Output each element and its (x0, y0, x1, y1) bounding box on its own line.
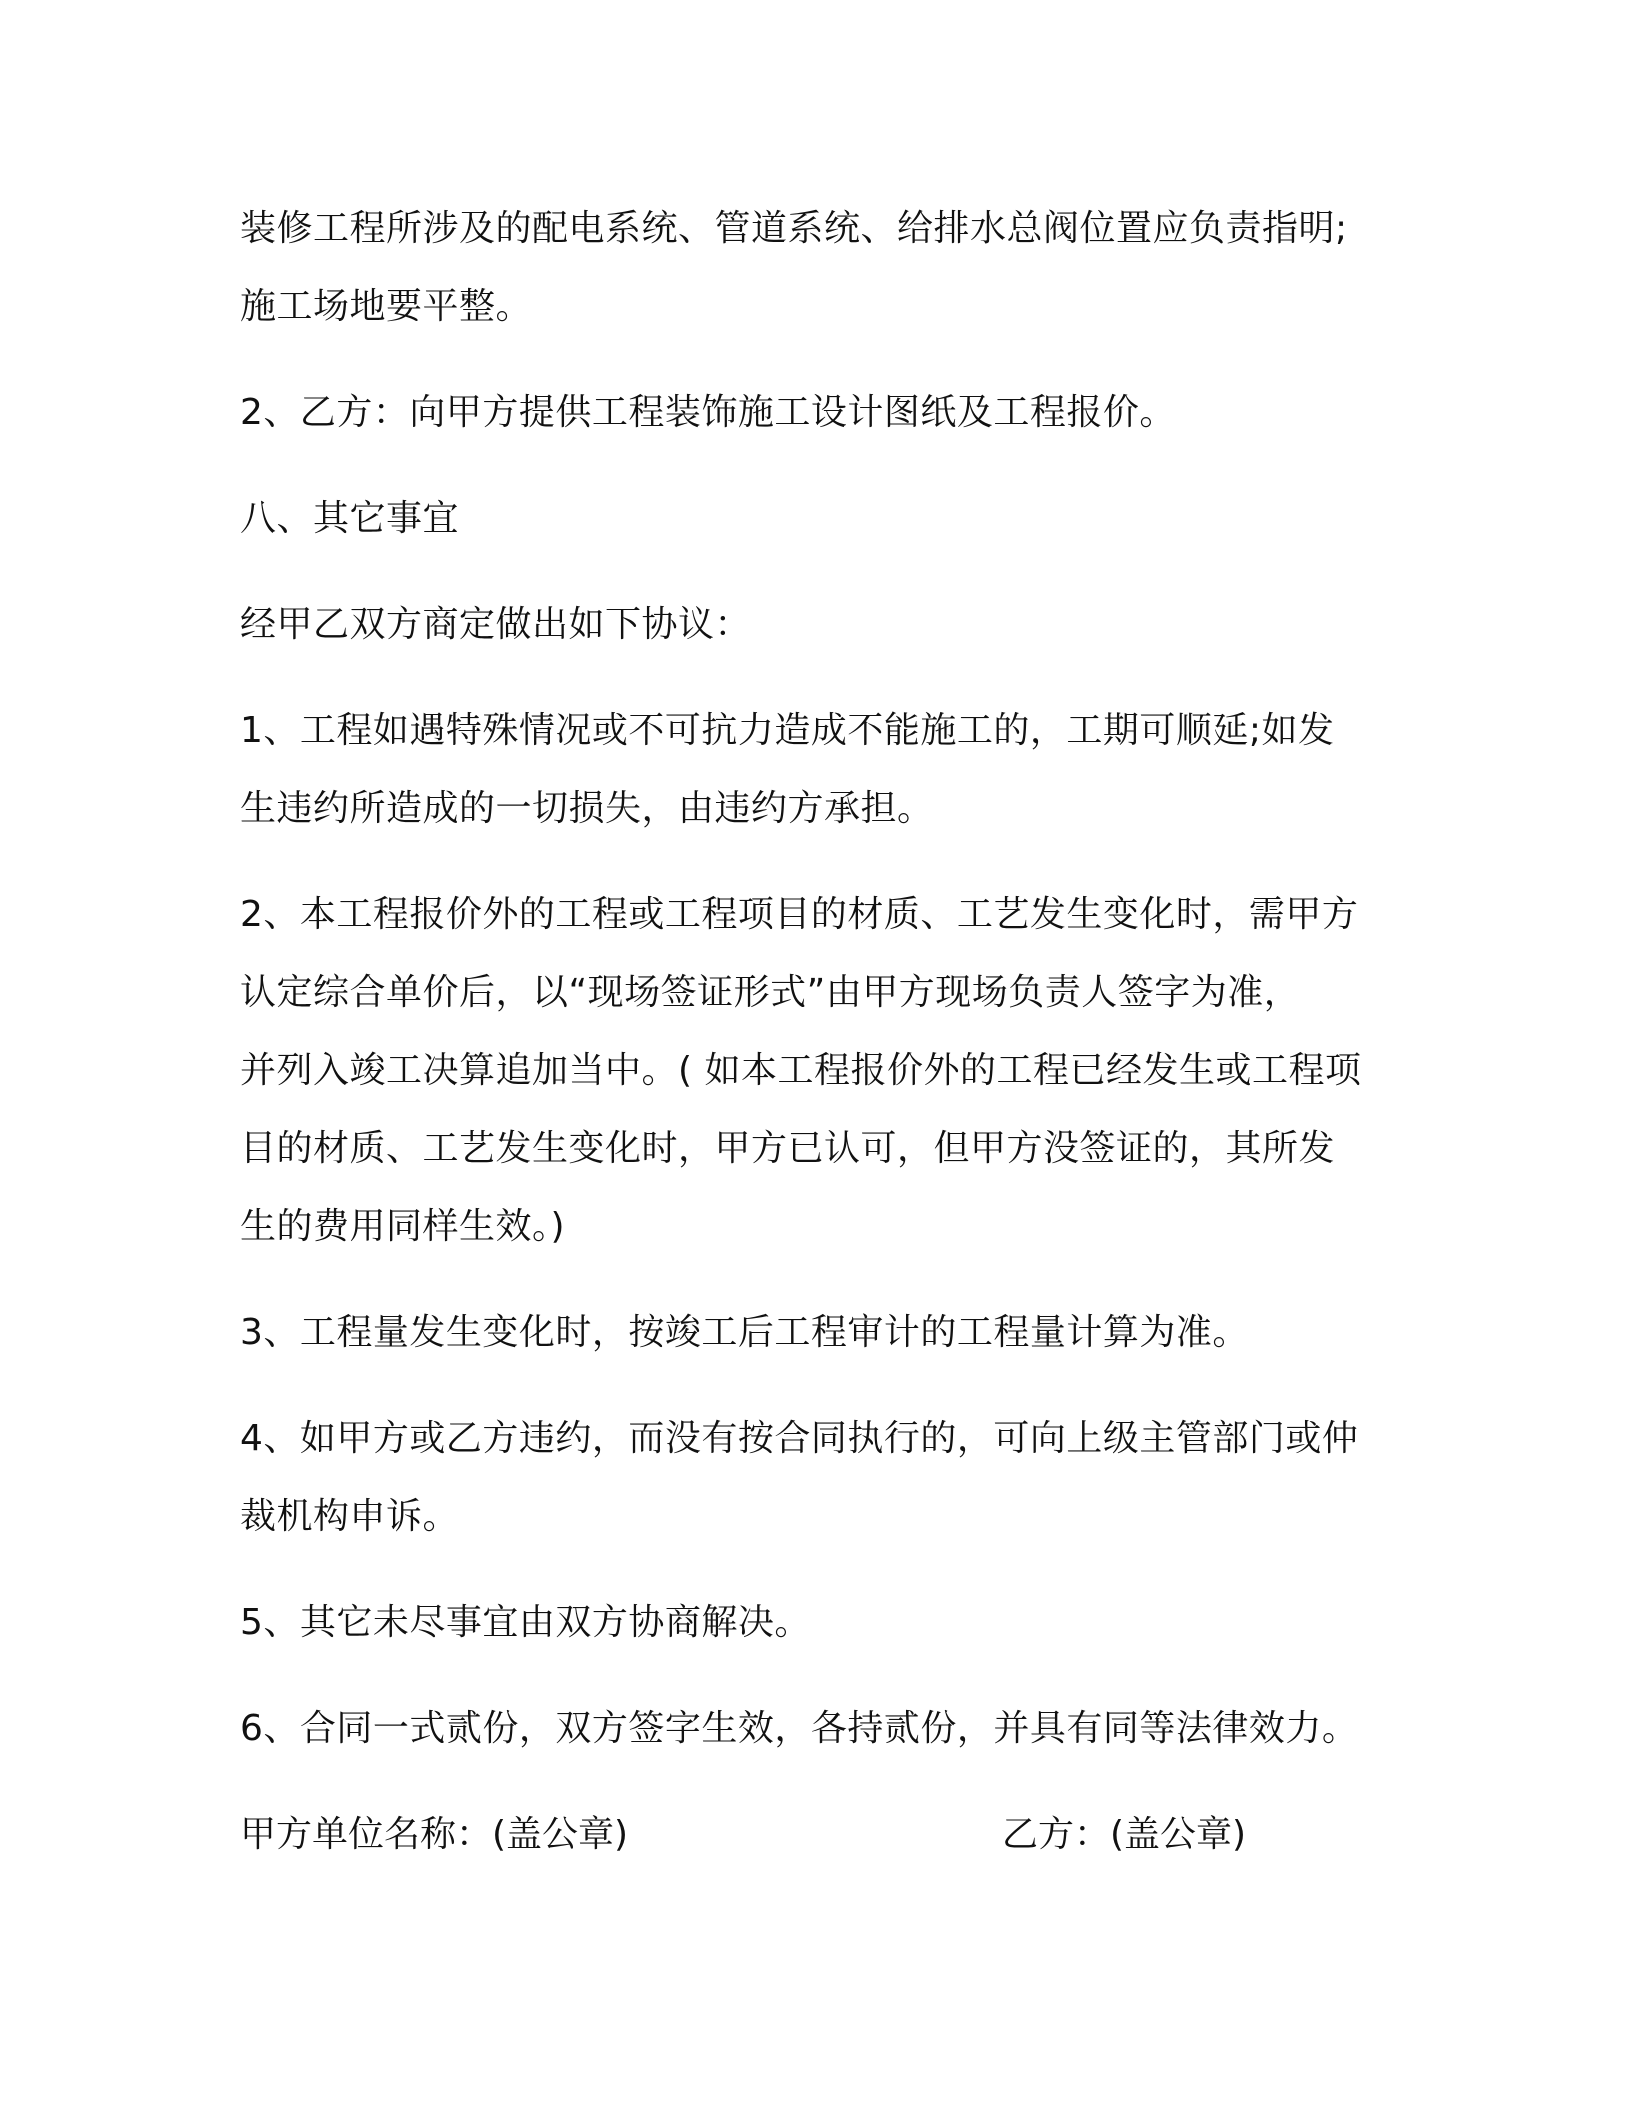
paragraph-line: 施工场地要平整。 (240, 286, 533, 327)
document-content (240, 190, 1390, 1874)
paragraph-line: 2、本工程报价外的工程或工程项目的材质、工艺发生变化时，需甲方 (240, 894, 1359, 935)
paragraph-line: 经甲乙双方商定做出如下协议： (240, 604, 752, 645)
paragraph-line: 5、其它未尽事宜由双方协商解决。 (240, 1602, 811, 1643)
paragraph-line: 并列入竣工决算追加当中。( 如本工程报价外的工程已经发生或工程项 (240, 1050, 1362, 1091)
paragraph (240, 586, 1390, 664)
paragraph (240, 1584, 1390, 1662)
paragraph (240, 374, 1390, 452)
paragraph-line: 装修工程所涉及的配电系统、管道系统、给排水总阀位置应负责指明; (240, 208, 1348, 249)
paragraph-line: 3、工程量发生变化时，按竣工后工程审计的工程量计算为准。 (240, 1312, 1249, 1353)
paragraph (240, 1400, 1390, 1556)
paragraph (240, 190, 1390, 346)
paragraph-line: 生的费用同样生效。) (240, 1206, 566, 1247)
paragraph-line: 生违约所造成的一切损失，由违约方承担。 (240, 788, 934, 829)
paragraph-line: 4、如甲方或乙方违约，而没有按合同执行的，可向上级主管部门或仲 (240, 1418, 1359, 1459)
paragraph (240, 1294, 1390, 1372)
paragraph-line: 6、合同一式贰份，双方签字生效，各持贰份，并具有同等法律效力。 (240, 1708, 1359, 1749)
paragraph-line: 目的材质、工艺发生变化时，甲方已认可，但甲方没签证的，其所发 (240, 1128, 1336, 1169)
signature-row (240, 1796, 1390, 1874)
paragraph (240, 1690, 1390, 1768)
paragraph-line: 认定综合单价后，以“现场签证形式”由甲方现场负责人签字为准， (240, 972, 1301, 1013)
section-heading-text: 八、其它事宜 (240, 498, 460, 539)
paragraph-line: 裁机构申诉。 (240, 1496, 460, 1537)
paragraph (240, 692, 1390, 848)
paragraph-line: 1、工程如遇特殊情况或不可抗力造成不能施工的，工期可顺延;如发 (240, 710, 1335, 751)
paragraph (240, 876, 1390, 1266)
section-heading (240, 480, 1390, 558)
party-b-signature-label: 乙方：(盖公章) (1002, 1814, 1247, 1855)
paragraph-line: 2、乙方：向甲方提供工程装饰施工设计图纸及工程报价。 (240, 392, 1176, 433)
party-a-signature-label: 甲方单位名称：(盖公章) (240, 1814, 629, 1855)
